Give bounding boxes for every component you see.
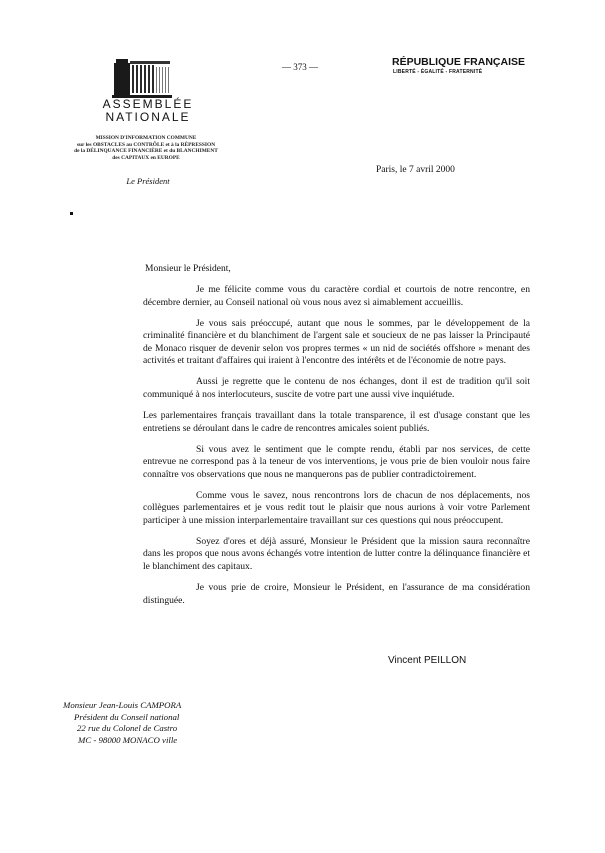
paragraph: Les parlementaires français travaillant dans la totale transparence, il est d'usage constant que les entretiens se déroulant dans le cadre de rencontres amicales soient publiés. bbox=[143, 409, 530, 434]
recipient-line: 22 rue du Colonel de Castro bbox=[77, 723, 178, 733]
recipient-address bbox=[63, 700, 181, 746]
recipient-line: Monsieur Jean-Louis CAMPORA bbox=[63, 700, 182, 710]
paragraph: Aussi je regrette que le contenu de nos échanges, dont il est de tradition qu'il soit communiqué à nos interlocuteurs, suscite de votre part une aussi vive inquiétude. bbox=[143, 376, 530, 400]
page-number: — 373 — bbox=[282, 62, 318, 72]
signature: Vincent PEILLON bbox=[388, 655, 467, 666]
institution-line2: NATIONALE bbox=[105, 110, 191, 124]
mission-line: MISSION D'INFORMATION COMMUNE bbox=[95, 135, 197, 141]
assemblee-nationale-logo bbox=[112, 55, 172, 99]
recipient-line: MC - 98000 MONACO ville bbox=[78, 734, 178, 745]
mission-line: sur les OBSTACLES au CONTRÔLE et à la RÉPRESSION bbox=[76, 141, 216, 148]
paragraph: Comme vous le savez, nous rencontrons lors de chacun de nos déplacements, nos collègues parlementaires et je vous redit tout le plaisir que nous aurions à voir votre Parlement participer à une mission interparlementaire travaillant sur ces questions qui nous préoccupent. bbox=[143, 489, 530, 526]
mission-title bbox=[66, 135, 226, 161]
letter-body bbox=[143, 284, 530, 616]
president-label: Le Président bbox=[126, 176, 170, 186]
paragraph: Si vous avez le sentiment que le compte rendu, établi par nos services, de cette entrevue ne correspond pas à la teneur de vos interventions, je vous prie de bien vouloir nous faire connaître vos observations que nous ne manquerons pas de publier contradictoirement. bbox=[143, 443, 530, 480]
republic-motto: LIBERTÉ - ÉGALITÉ - FRATERNITÉ bbox=[393, 69, 483, 75]
institution-line1: ASSEMBLÉE bbox=[102, 97, 194, 111]
salutation: Monsieur le Président, bbox=[145, 264, 231, 274]
mission-line: de la DÉLINQUANCE FINANCIÈRE et du BLANCHIMENT bbox=[74, 148, 218, 155]
paragraph: Je me félicite comme vous du caractère cordial et courtois de notre rencontre, en décembre dernier, au Conseil national où vous nous avez si aimablement accueillis. bbox=[143, 284, 530, 308]
mission-line: des CAPITAUX en EUROPE bbox=[112, 154, 180, 161]
paragraph: Soyez d'ores et déjà assuré, Monsieur le Président que la mission saura reconnaître dans les propos que nous avons échangés votre intention de lutter contre la délinquance financière et le blanchiment des capitaux. bbox=[143, 535, 530, 573]
paragraph: Je vous sais préoccupé, autant que nous le sommes, par le développement de la criminalité financière et du blanchiment de l'argent sale et soucieux de ne pas laisser la Principauté de Monaco risquer de devenir selon vos propres termes « un nid de sociétés offshore » menant des activités et traitant d'affaires qui iraient à l'encontre des intérêts et de l'économie de notre pays. bbox=[143, 317, 530, 367]
bullet-mark bbox=[70, 212, 73, 215]
place-date: Paris, le 7 avril 2000 bbox=[376, 165, 455, 175]
institution-name bbox=[100, 98, 196, 124]
recipient-line: Président du Conseil national bbox=[74, 711, 180, 722]
republic-heading: RÉPUBLIQUE FRANÇAISE bbox=[392, 56, 526, 68]
paragraph: Je vous prie de croire, Monsieur le Président, en l'assurance de ma considération distinguée. bbox=[143, 582, 530, 606]
